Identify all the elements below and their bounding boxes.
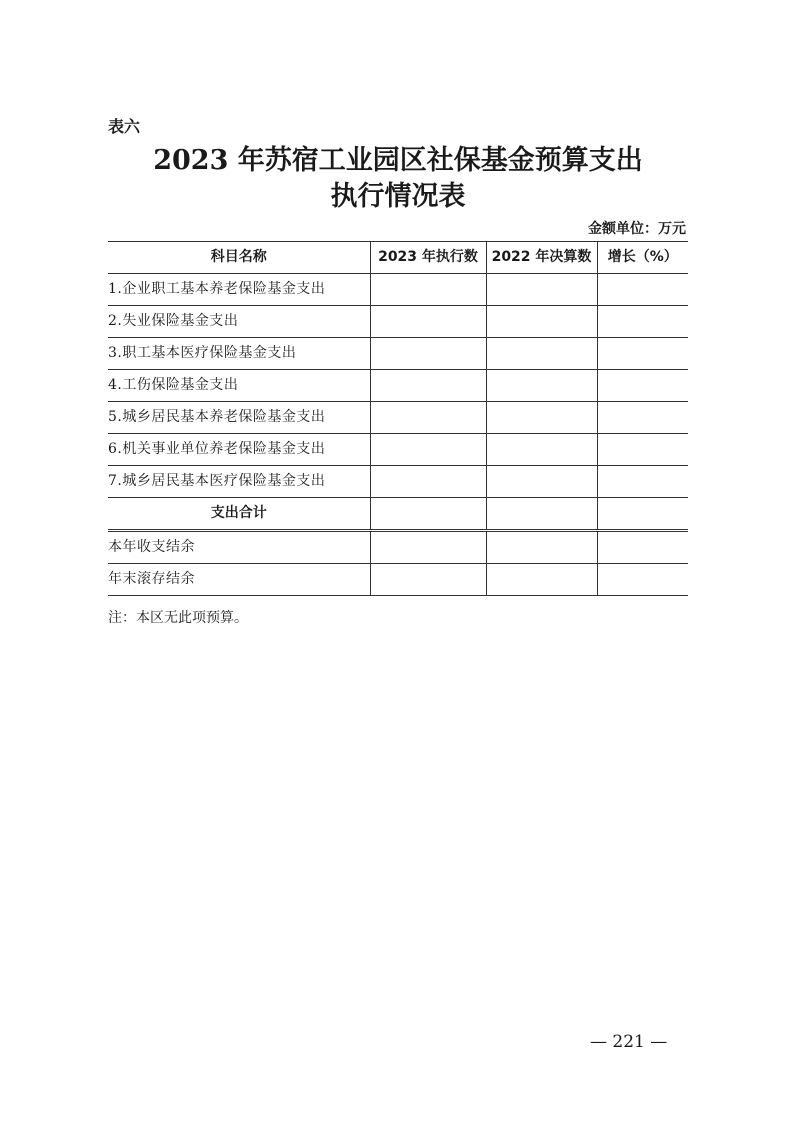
cell-2023-actual xyxy=(370,274,486,306)
row-name: 4.工伤保险基金支出 xyxy=(108,370,370,402)
cell-2023-actual xyxy=(370,466,486,498)
table-row xyxy=(108,434,688,466)
cell-2022-final xyxy=(486,338,597,370)
document-title-line-2: 执行情况表 xyxy=(330,181,466,212)
row-name: 5.城乡居民基本养老保险基金支出 xyxy=(108,402,370,434)
cell-2022-final xyxy=(486,274,597,306)
cell-2022-final xyxy=(486,531,597,564)
table-label: 表六 xyxy=(108,117,141,136)
table-total-row xyxy=(108,498,688,531)
table-row xyxy=(108,338,688,370)
cell-2023-actual xyxy=(370,564,486,596)
cell-growth xyxy=(597,564,688,596)
page-number: — 221 — xyxy=(590,1032,668,1052)
cell-2022-final xyxy=(486,402,597,434)
table-row xyxy=(108,274,688,306)
cell-2022-final xyxy=(486,564,597,596)
row-name: 本年收支结余 xyxy=(108,531,370,564)
cell-2023-actual xyxy=(370,306,486,338)
header-growth: 增长（%） xyxy=(597,242,688,274)
row-name: 年末滚存结余 xyxy=(108,564,370,596)
cell-growth xyxy=(597,402,688,434)
cell-2022-final xyxy=(486,306,597,338)
cell-2023-actual xyxy=(370,370,486,402)
cell-2023-actual xyxy=(370,498,486,531)
cell-2022-final xyxy=(486,434,597,466)
cell-growth xyxy=(597,338,688,370)
header-2022-final: 2022 年决算数 xyxy=(486,242,597,274)
table-row xyxy=(108,466,688,498)
table-note: 注：本区无此项预算。 xyxy=(108,610,248,626)
table-header-row xyxy=(108,242,688,274)
cell-growth xyxy=(597,370,688,402)
row-name: 2.失业保险基金支出 xyxy=(108,306,370,338)
cell-2023-actual xyxy=(370,434,486,466)
cell-growth xyxy=(597,434,688,466)
row-name: 支出合计 xyxy=(108,498,370,531)
table-row xyxy=(108,402,688,434)
cell-2022-final xyxy=(486,498,597,531)
expenditure-table xyxy=(108,241,688,596)
table-row xyxy=(108,564,688,596)
row-name: 3.职工基本医疗保险基金支出 xyxy=(108,338,370,370)
cell-growth xyxy=(597,306,688,338)
cell-2022-final xyxy=(486,370,597,402)
table-row xyxy=(108,306,688,338)
cell-2023-actual xyxy=(370,338,486,370)
cell-2023-actual xyxy=(370,402,486,434)
header-2023-actual: 2023 年执行数 xyxy=(370,242,486,274)
unit-label: 金额单位：万元 xyxy=(588,221,686,237)
document-title-line-1: 2023 年苏宿工业园区社保基金预算支出 xyxy=(153,145,643,176)
cell-growth xyxy=(597,466,688,498)
cell-growth xyxy=(597,498,688,531)
row-name: 7.城乡居民基本医疗保险基金支出 xyxy=(108,466,370,498)
cell-2023-actual xyxy=(370,531,486,564)
cell-growth xyxy=(597,531,688,564)
header-subject-name: 科目名称 xyxy=(108,242,370,274)
cell-growth xyxy=(597,274,688,306)
table-row xyxy=(108,531,688,564)
cell-2022-final xyxy=(486,466,597,498)
table-row xyxy=(108,370,688,402)
row-name: 1.企业职工基本养老保险基金支出 xyxy=(108,274,370,306)
row-name: 6.机关事业单位养老保险基金支出 xyxy=(108,434,370,466)
